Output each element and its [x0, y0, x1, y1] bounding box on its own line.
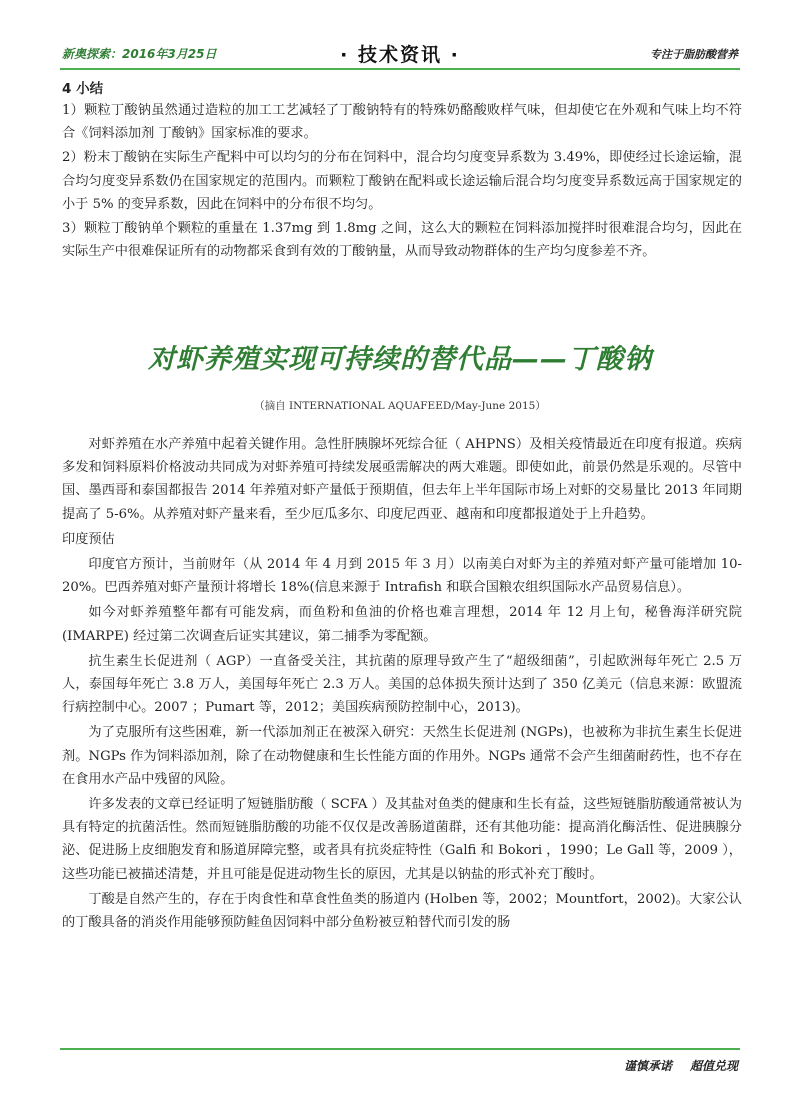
summary-heading: 4 小结	[62, 81, 104, 97]
article-paragraph: 印度官方预计，当前财年（从 2014 年 4 月到 2015 年 3 月）以南美白对虾为主的养殖对虾产量可能增加 10-20%。巴西养殖对虾产量预计将增长 18%(信息来源于 Intrafish 和联合国粮农组织国际水产品贸易信息）。	[62, 557, 742, 596]
article-source: （摘自 INTERNATIONAL AQUAFEED/May-June 2015）	[254, 400, 546, 412]
article-paragraph: 为了克服所有这些困难，新一代添加剂正在被深入研究：天然生长促进剂 (NGPs)，也被称为非抗生素生长促进剂。NGPs 作为饲料添加剂，除了在动物健康和生长性能方面的作用外。NGPs 通常不会产生细菌耐药性，也不存在在食用水产品中残留的风险。	[62, 725, 742, 787]
article-subheading: 印度预估	[62, 531, 115, 547]
article-paragraph: 对虾养殖在水产养殖中起着关键作用。急性肝胰腺坏死综合征（ AHPNS）及相关疫情最近在印度有报道。疾病多发和饲料原料价格波动共同成为对虾养殖可持续发展亟需解决的两大难题。即使如此，前景仍然是乐观的。尽管中国、墨西哥和泰国都报告 2014 年养殖对虾产量低于预期值，但去年上半年国际市场上对虾的交易量比 2013 年同期提高了 5-6%。从养殖对虾产量来看，至少厄瓜多尔、印度尼西亚、越南和印度都报道处于上升趋势。	[62, 437, 742, 522]
footer-slogan: 谨慎承诺 超值兑现	[623, 1059, 738, 1073]
article-paragraph: 丁酸是自然产生的，存在于肉食性和草食性鱼类的肠道内 (Holben 等，2002；Mountfort，2002)。大家公认的丁酸具备的消炎作用能够预防鲑鱼因饲料中部分鱼粉被豆粕替代而引发的肠	[62, 891, 742, 931]
summary-list	[62, 99, 742, 263]
article-title: 对虾养殖实现可持续的替代品——丁酸钠	[148, 344, 652, 375]
summary-item: 3）颗粒丁酸钠单个颗粒的重量在 1.37mg 到 1.8mg 之间，这么大的颗粒在饲料添加搅拌时很难混合均匀，因此在实际生产中很难保证所有的动物都采食到有效的丁酸钠量，从而导致动物群体的生产均匀度参差不齐。	[62, 221, 742, 260]
footer-divider	[60, 1048, 740, 1050]
article-paragraph: 如今对虾养殖整年都有可能发病，而鱼粉和鱼油的价格也难言理想，2014 年 12 月上旬，秘鲁海洋研究院 (IMARPE) 经过第二次调查后证实其建议，第二捕季为零配额。	[62, 605, 742, 644]
header-divider	[60, 68, 740, 70]
header-slogan: 专注于脂肪酸营养	[650, 48, 738, 61]
header-date: 新奥探索：2016年3月25日	[62, 47, 217, 61]
article-paragraph: 许多发表的文章已经证明了短链脂肪酸（ SCFA ）及其盐对鱼类的健康和生长有益，这些短链脂肪酸通常被认为具有特定的抗菌活性。然而短链脂肪酸的功能不仅仅是改善肠道菌群，还有其他功能：提高消化酶活性、促进胰腺分泌、促进肠上皮细胞发育和肠道屏障完整，或者具有抗炎症特性（Galfi 和 Bokori ，1990；Le Gall 等，2009 ），这些功能已被描述清楚，并且可能是促进动物生长的原因，尤其是以钠盐的形式补充丁酸时。	[62, 797, 742, 882]
summary-item: 1）颗粒丁酸钠虽然通过造粒的加工工艺减轻了丁酸钠特有的特殊奶酪酸败样气味，但却使它在外观和气味上均不符合《饲料添加剂 丁酸钠》国家标准的要求。	[62, 103, 742, 142]
article-paragraph: 抗生素生长促进剂（ AGP）一直备受关注，其抗菌的原理导致产生了“超级细菌”，引起欧洲每年死亡 2.5 万人，泰国每年死亡 3.8 万人，美国每年死亡 2.3 万人。美国的总体损失预计达到了 350 亿美元（信息来源：欧盟流行病控制中心。2007 ；Pumart 等，2012；美国疾病预防控制中心，2013)。	[62, 653, 742, 716]
header-section-title: · 技术资讯 ·	[340, 44, 460, 66]
summary-item: 2）粉末丁酸钠在实际生产配料中可以均匀的分布在饲料中，混合均匀度变异系数为 3.49%，即使经过长途运输，混合均匀度变异系数仍在国家规定的范围内。而颗粒丁酸钠在配料或长途运输后混合均匀度变异系数远高于国家规定的小于 5% 的变异系数，因此在饲料中的分布很不均匀。	[62, 150, 742, 212]
article-body	[62, 433, 742, 936]
